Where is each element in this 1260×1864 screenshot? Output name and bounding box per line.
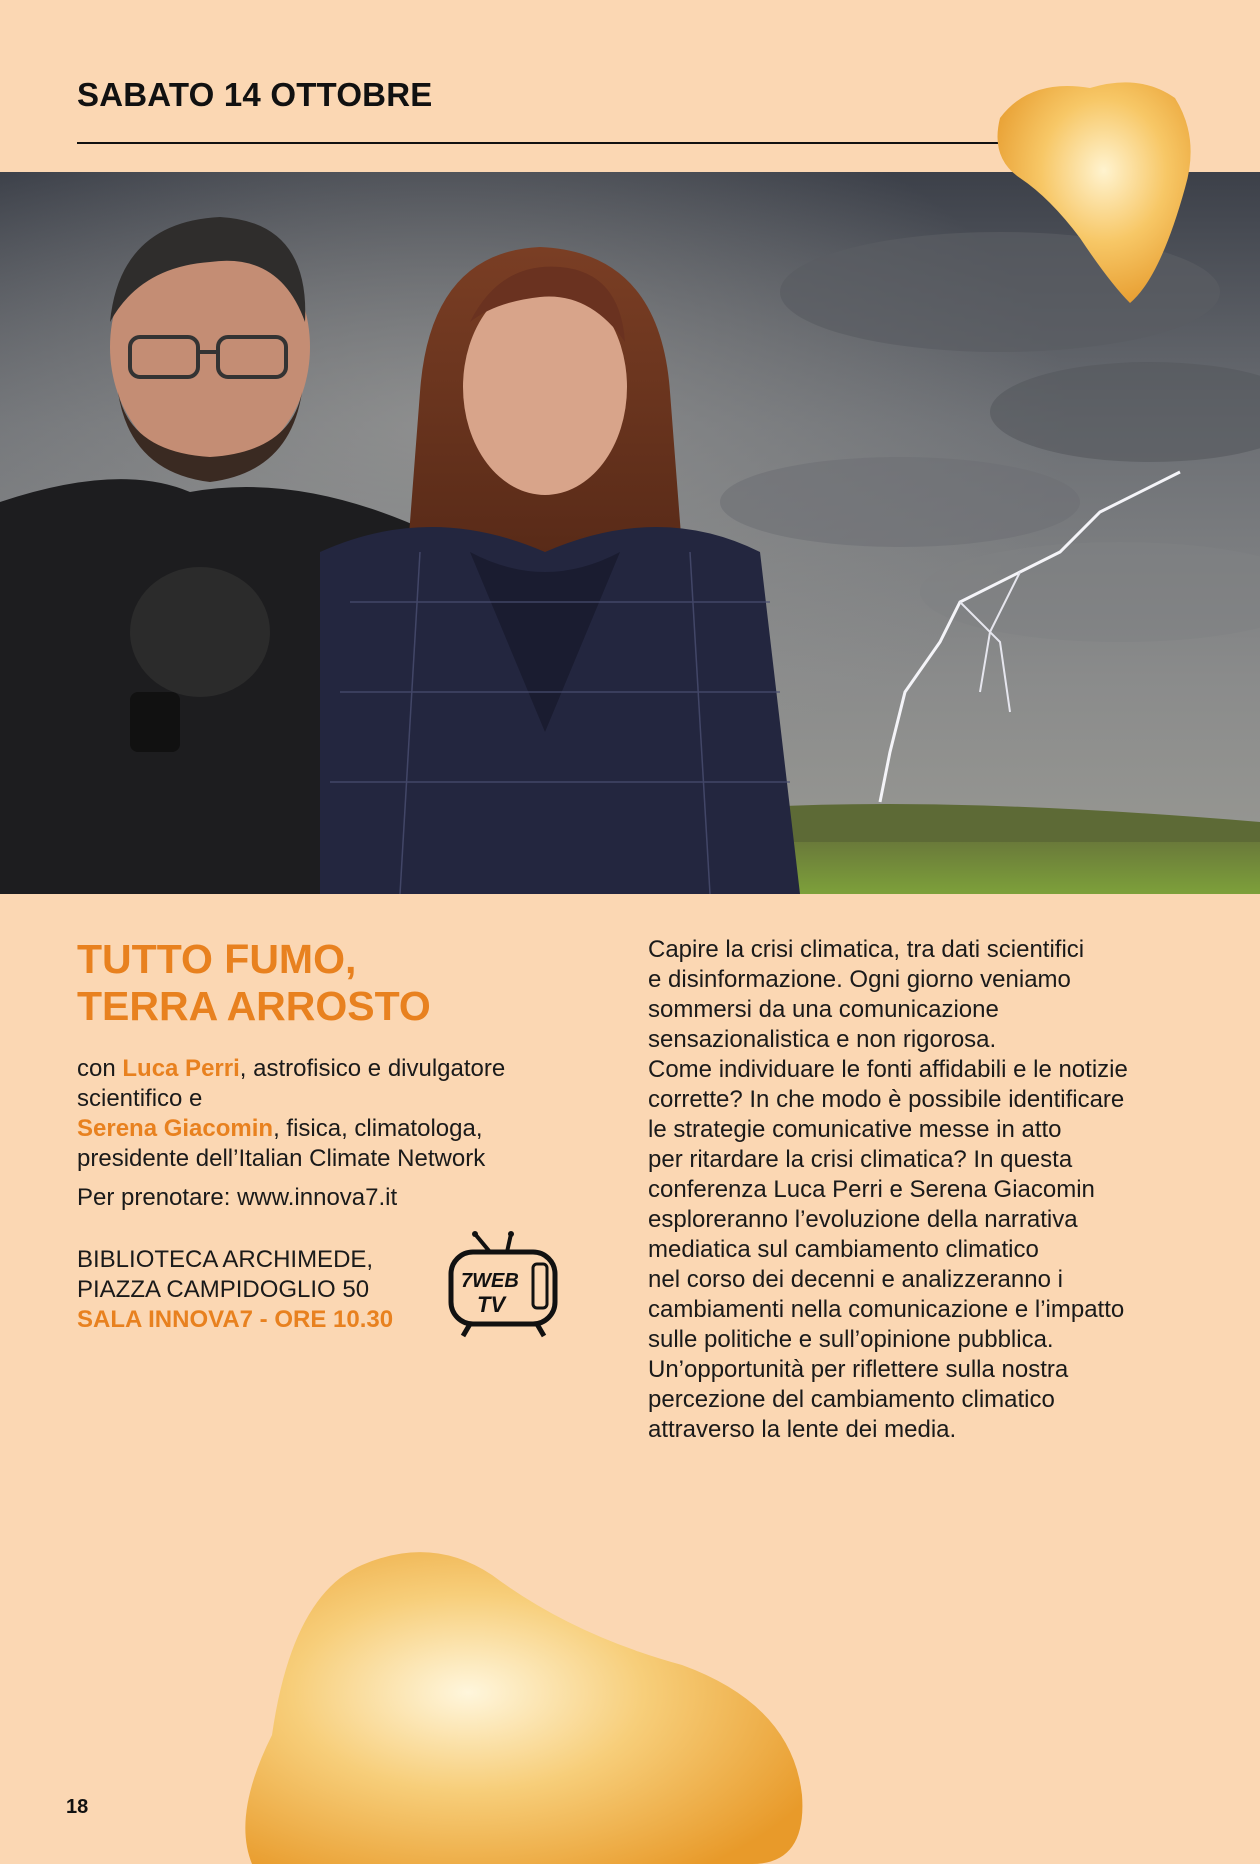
header-divider xyxy=(77,142,1007,144)
description-line: e disinformazione. Ogni giorno veniamo xyxy=(648,966,1071,993)
page-date-header: SABATO 14 OTTOBRE xyxy=(77,76,433,113)
speaker-name-serena-giacomin: Serena Giacomin xyxy=(77,1115,274,1142)
event-title-line: TERRA ARROSTO xyxy=(77,983,431,1029)
event-title xyxy=(77,936,597,1030)
venue-room-time: SALA INNOVA7 - ORE 10.30 xyxy=(77,1306,394,1333)
description-line: nel corso dei decenni e analizzeranno i xyxy=(648,1266,1063,1293)
description-line: sensazionalistica e non rigorosa. xyxy=(648,1026,997,1053)
web-tv-logo-bottom-text: TV xyxy=(477,1292,506,1317)
description-line: corrette? In che modo è possibile identificare xyxy=(648,1086,1125,1113)
event-title-line: TUTTO FUMO, xyxy=(77,936,357,982)
credits-con: con xyxy=(77,1055,123,1082)
description-line: le strategie comunicative messe in atto xyxy=(648,1116,1062,1143)
description-line: esploreranno l’evoluzione della narrativa xyxy=(648,1206,1078,1233)
speakers-credits xyxy=(77,1054,597,1174)
booking-info: Per prenotare: www.innova7.it xyxy=(77,1184,398,1211)
description-line: sommersi da una comunicazione xyxy=(648,996,999,1023)
event-description xyxy=(648,935,1208,1445)
description-line: mediatica sul cambiamento climatico xyxy=(648,1236,1039,1263)
description-line: sulle politiche e sull’opinione pubblica. xyxy=(648,1326,1054,1353)
venue-line: PIAZZA CAMPIDOGLIO 50 xyxy=(77,1276,370,1303)
description-line: per ritardare la crisi climatica? In questa xyxy=(648,1146,1073,1173)
speaker-role: , fisica, climatologa, presidente dell’Italian Climate Network xyxy=(77,1115,486,1172)
page-number: 18 xyxy=(66,1796,89,1818)
web-tv-logo xyxy=(445,1230,565,1340)
web-tv-logo-top-text: 7WEB xyxy=(461,1270,519,1292)
venue-info xyxy=(77,1245,393,1335)
description-line: percezione del cambiamento climatico xyxy=(648,1386,1055,1413)
description-line: Un’opportunità per riflettere sulla nostra xyxy=(648,1356,1069,1383)
speaker-name-luca-perri: Luca Perri xyxy=(122,1055,240,1082)
speaker-role: , astrofisico e divulgatore scientifico e xyxy=(77,1055,506,1112)
venue-line: BIBLIOTECA ARCHIMEDE, xyxy=(77,1246,374,1273)
description-line: cambiamenti nella comunicazione e l’impatto xyxy=(648,1296,1125,1323)
description-line: conferenza Luca Perri e Serena Giacomin xyxy=(648,1176,1095,1203)
description-line: Come individuare le fonti affidabili e le notizie xyxy=(648,1056,1128,1083)
decorative-blob-bottom xyxy=(232,1535,812,1864)
decorative-blob-top xyxy=(990,78,1200,308)
description-line: Capire la crisi climatica, tra dati scientifici xyxy=(648,936,1085,963)
description-line: attraverso la lente dei media. xyxy=(648,1416,957,1443)
